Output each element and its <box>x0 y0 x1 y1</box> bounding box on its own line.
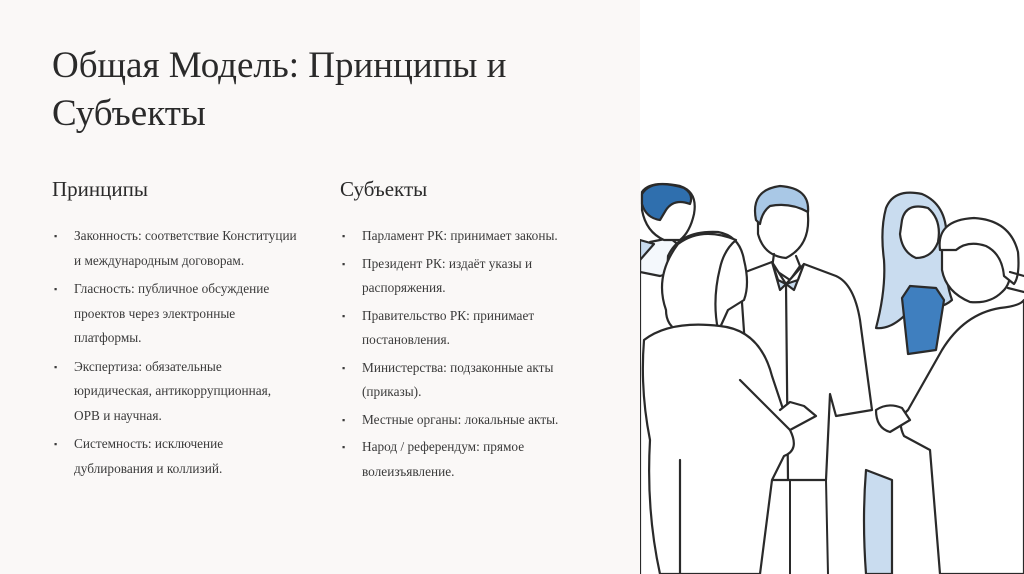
bullet-icon: ▪ <box>54 439 58 449</box>
list-item-text: Экспертиза: обязательные юридическая, антикоррупционная, ОРВ и научная. <box>74 358 272 423</box>
list-item-text: Парламент РК: принимает законы. <box>362 228 558 243</box>
list-item-text: Народ / референдум: прямое волеизъявление. <box>362 439 525 479</box>
list-item <box>340 224 585 249</box>
bullet-icon: ▪ <box>54 231 58 241</box>
principles-list <box>52 224 297 481</box>
subjects-column <box>340 176 585 487</box>
list-item <box>52 432 297 481</box>
bullet-icon: ▪ <box>54 284 58 294</box>
slide-title: Общая Модель: Принципы и Субъекты <box>52 45 507 134</box>
bullet-icon: ▪ <box>342 362 346 373</box>
bullet-icon: ▪ <box>54 361 58 372</box>
principles-column <box>52 176 297 485</box>
list-item <box>340 252 585 301</box>
list-item <box>52 224 297 273</box>
list-item <box>340 408 585 433</box>
list-item <box>52 277 297 351</box>
list-item <box>340 435 585 484</box>
bullet-icon: ▪ <box>342 310 346 321</box>
list-item-text: Министерства: подзаконные акты (приказы). <box>362 359 554 399</box>
bullet-icon: ▪ <box>342 442 346 452</box>
list-item-text: Законность: соответствие Конституции и международным договорам. <box>74 228 297 268</box>
subjects-list <box>340 224 585 484</box>
list-item-text: Системность: исключение дублирования и коллизий. <box>74 436 224 476</box>
list-item <box>340 304 585 353</box>
principles-heading: Принципы <box>52 177 148 201</box>
list-item-text: Правительство РК: принимает постановления. <box>362 307 535 347</box>
list-item <box>340 356 585 405</box>
list-item-text: Гласность: публичное обсуждение проектов через электронные платформы. <box>74 281 270 345</box>
person-right-back <box>876 193 952 354</box>
subjects-heading: Субъекты <box>340 177 428 201</box>
bullet-icon: ▪ <box>342 231 346 241</box>
bullet-icon: ▪ <box>342 258 346 269</box>
list-item-text: Местные органы: локальные акты. <box>362 411 559 427</box>
list-item-text: Президент РК: издаёт указы и распоряжения. <box>362 255 533 295</box>
bullet-icon: ▪ <box>342 414 346 425</box>
list-item <box>52 355 297 429</box>
people-group-illustration <box>640 180 1024 574</box>
